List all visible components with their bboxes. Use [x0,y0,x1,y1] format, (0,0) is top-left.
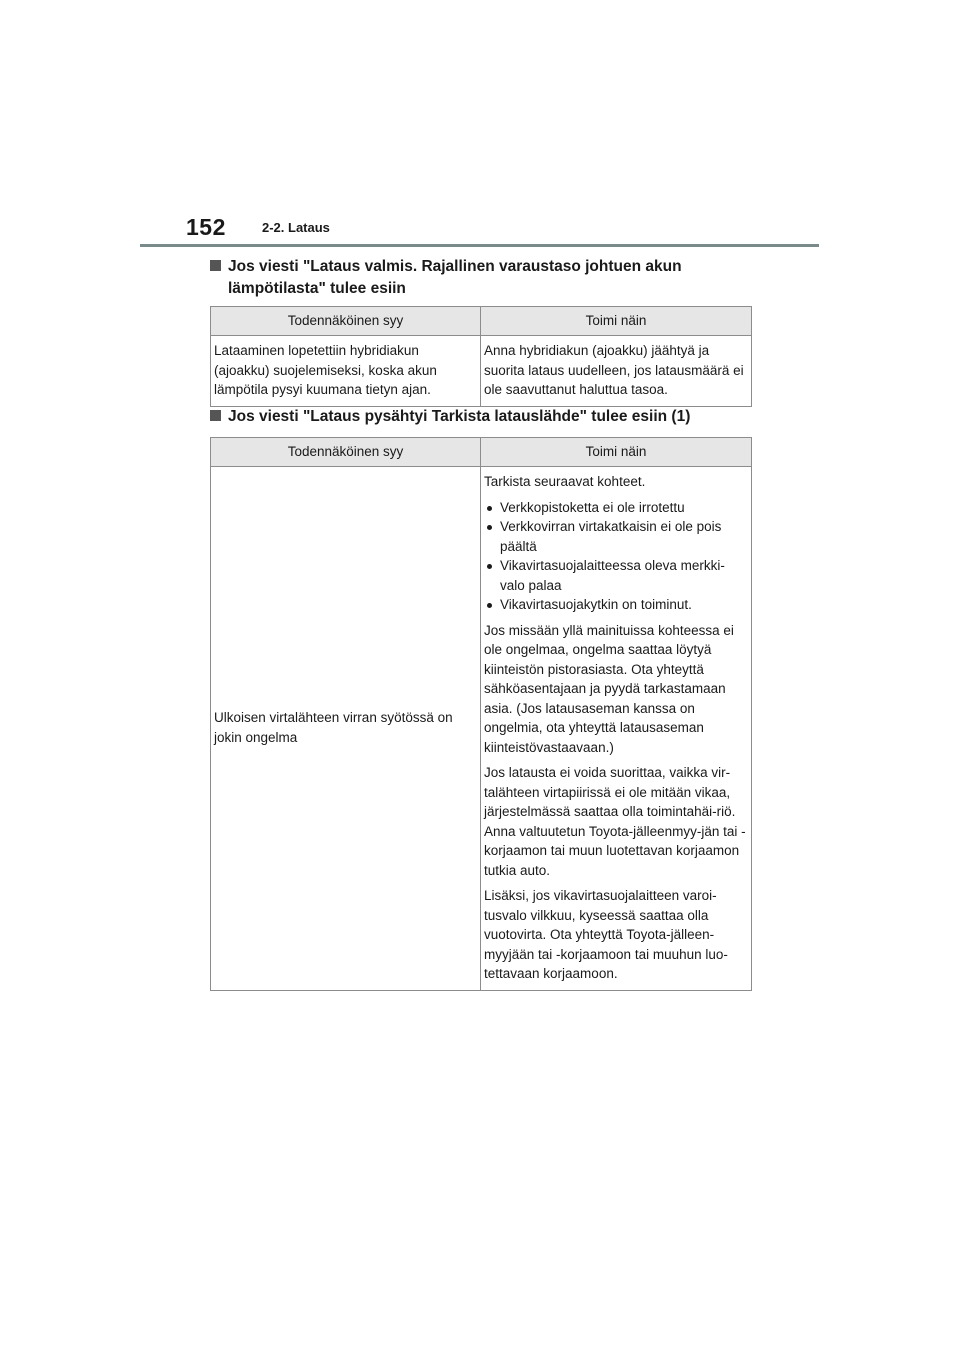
section-heading-1 [210,256,748,300]
column-header-action: Toimi näin [481,307,752,336]
table-header-row [211,438,752,467]
column-header-cause: Todennäköinen syy [211,438,481,467]
header-rule [140,244,819,247]
section-label: 2-2. Lataus [262,220,330,235]
list-item: Vikavirtasuojakytkin on toiminut. [484,595,748,615]
list-item: Vikavirtasuojalaitteessa oleva merkki-valo palaa [484,556,748,595]
section-heading-text: Jos viesti "Lataus pysähtyi Tarkista latauslähde" tulee esiin (1) [228,408,691,425]
table-row [211,467,752,991]
square-bullet-icon [210,260,221,271]
action-cell: Anna hybridiakun (ajoakku) jäähtyä ja suorita lataus uudelleen, jos latausmäärä ei ole saavuttanut haluttua tasoa. [481,336,752,407]
section-heading-2 [210,406,748,428]
list-item: Verkkovirran virtakatkaisin ei ole pois päältä [484,517,748,556]
cause-action-table-2 [210,437,752,991]
cause-cell: Ulkoisen virtalähteen virran syötössä on jokin ongelma [211,467,481,991]
action-paragraph: Jos latausta ei voida suorittaa, vaikka vir-talähteen virtapiirissä ei ole mitään vikaa, järjestelmässä saattaa olla toimintahäi-riö. Anna valtuutetun Toyota-jälleenmyy-jän tai -korjaamon tai muun luotettavan korjaamon tutkia auto. [484,765,746,878]
list-item: Verkkopistoketta ei ole irrotettu [484,498,748,518]
cause-cell: Lataaminen lopetettiin hybridiakun (ajoakku) suojelemiseksi, koska akun lämpötila pysyi kuumana tietyn ajan. [211,336,481,407]
action-cell [481,467,752,991]
table-header-row [211,307,752,336]
square-bullet-icon [210,410,221,421]
check-list [484,498,748,615]
table-row [211,336,752,407]
column-header-action: Toimi näin [481,438,752,467]
section-heading-text: Jos viesti "Lataus valmis. Rajallinen varaustaso johtuen akun lämpötilasta" tulee esiin [228,258,682,297]
action-paragraph: Jos missään yllä mainituissa kohteessa ei ole ongelmaa, ongelma saattaa löytyä kiinteistön pistorasiasta. Ota yhteyttä sähköasentajaan ja pyydä tarkastamaan asia. (Jos latausaseman kanssa on ongelmia, ota yhteyttä latausaseman kiinteistövastaavaan.) [484,622,734,755]
action-intro: Tarkista seuraavat kohteet. [484,474,646,489]
page-number: 152 [186,214,226,240]
cause-action-table-1 [210,306,752,407]
column-header-cause: Todennäköinen syy [211,307,481,336]
action-paragraph: Lisäksi, jos vikavirtasuojalaitteen varoi-tusvalo vilkkuu, kyseessä saattaa olla vuotovirta. Ota yhteyttä Toyota-jälleen-myyjään tai -korjaamoon tai muuhun luo-tettavaan korjaamoon. [484,888,728,981]
